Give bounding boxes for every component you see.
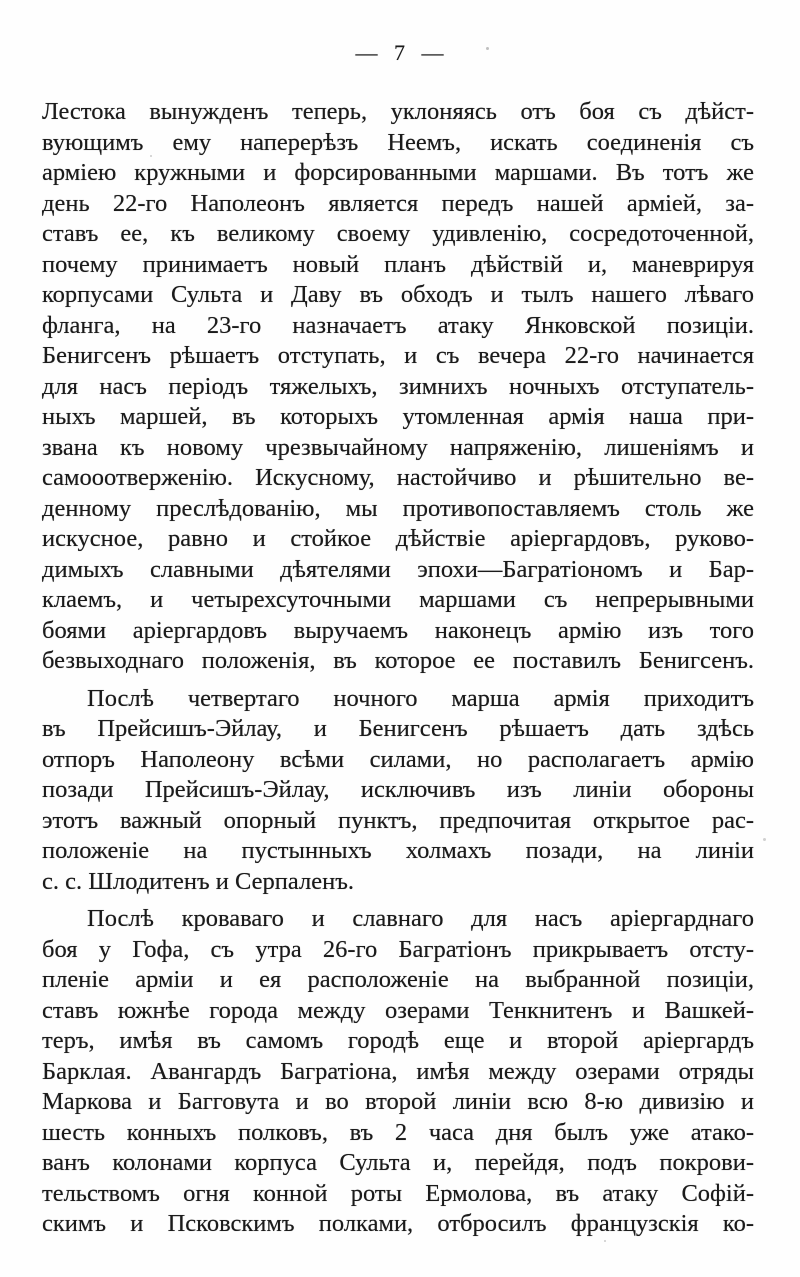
text-line: арміею кружными и форсированными маршами. Въ тотъ же [42,159,754,186]
text-line: ныхъ маршей, въ которыхъ утомленная армія наша при- [42,403,754,430]
scan-speck [604,1240,606,1242]
text-block [42,97,754,1240]
text-line: для насъ періодъ тяжелыхъ, зимнихъ ночныхъ отступатель- [42,372,754,400]
text-line: димыхъ славными дѣятелями эпохи—Багратіономъ и Бар- [42,555,754,583]
text-line: отпоръ Наполеону всѣми силами, но располагаетъ армію [42,745,754,773]
text-line: Послѣ кроваваго и славнаго для насъ аріергарднаго [87,905,754,932]
text-line: день 22-го Наполеонъ является передъ нашей арміей, за- [42,189,754,217]
text-line: вующимъ ему наперерѣзъ Неемъ, искать соединенія съ [42,128,754,156]
text-line: шесть конныхъ полковъ, въ 2 часа дня былъ уже атако- [42,1118,754,1146]
scan-speck [486,47,489,50]
paragraph-2 [42,684,754,898]
text-line: ставъ южнѣе города между озерами Тенкнитенъ и Вашкей- [42,996,754,1024]
text-line: Послѣ четвертаго ночного марша армія приходитъ [87,684,754,712]
text-line: звана къ новому чрезвычайному напряженію, лишеніямъ и [42,433,754,461]
paragraph-3 [42,904,754,1240]
text-line: этотъ важный опорный пунктъ, предпочитая открытое рас- [42,806,754,834]
text-line: боями аріергардовъ выручаемъ наконецъ армію изъ того [42,616,754,644]
text-line: корпусами Сульта и Даву въ обходъ и тылъ нашего лѣваго [42,281,754,308]
text-line: Лестока вынужденъ теперь, уклоняясь отъ боя съ дѣйст- [42,98,754,125]
text-line: с. с. Шлодитенъ и Серпаленъ. [42,867,355,895]
paragraph-1 [42,97,754,677]
text-line: положеніе на пустынныхъ холмахъ позади, на линіи [42,837,754,864]
text-line: самооотверженію. Искусному, настойчиво и рѣшительно ве- [42,464,754,491]
text-line: пленіе арміи и ея расположеніе на выбранной позиціи, [42,966,754,993]
text-line: клаемъ, и четырехсуточными маршами съ непрерывными [42,586,754,613]
text-line: Барклая. Авангардъ Багратіона, имѣя между озерами отряды [42,1057,754,1085]
text-line: позади Прейсишъ-Эйлау, исключивъ изъ линіи обороны [42,776,754,803]
text-line: теръ, имѣя въ самомъ городѣ еще и второй аріергардъ [42,1027,754,1054]
text-line: въ Прейсишъ-Эйлау, и Бенигсенъ рѣшаетъ дать здѣсь [42,715,754,742]
text-line: боя у Гофа, съ утра 26-го Багратіонъ прикрываетъ отсту- [42,935,754,963]
text-line: Бенигсенъ рѣшаетъ отступать, и съ вечера 22-го начинается [42,342,754,369]
text-line: скимъ и Псковскимъ полками, отбросилъ французскія ко- [42,1210,754,1237]
page-number: — 7 — [355,40,445,65]
text-line: ставъ ее, къ великому своему удивленію, сосредоточенной, [42,220,754,247]
text-line: денному преслѣдованію, мы противопоставляемъ столь же [42,494,754,522]
text-line: Маркова и Багговута и во второй линіи всю 8-ю дивизію и [42,1088,754,1115]
text-line: тельствомъ огня конной роты Ермолова, въ атаку Софій- [42,1179,754,1207]
text-line: фланга, на 23-го назначаетъ атаку Янковской позиціи. [42,311,754,339]
text-line: почему принимаетъ новый планъ дѣйствій и, маневрируя [42,250,754,278]
text-line: ванъ колонами корпуса Сульта и, перейдя, подъ покрови- [42,1149,754,1176]
text-line: безвыходнаго положенія, въ которое ее поставилъ Бенигсенъ. [42,647,754,674]
scan-speck [763,838,766,841]
text-line: искусное, равно и стойкое дѣйствіе аріергардовъ, руково- [42,525,754,552]
